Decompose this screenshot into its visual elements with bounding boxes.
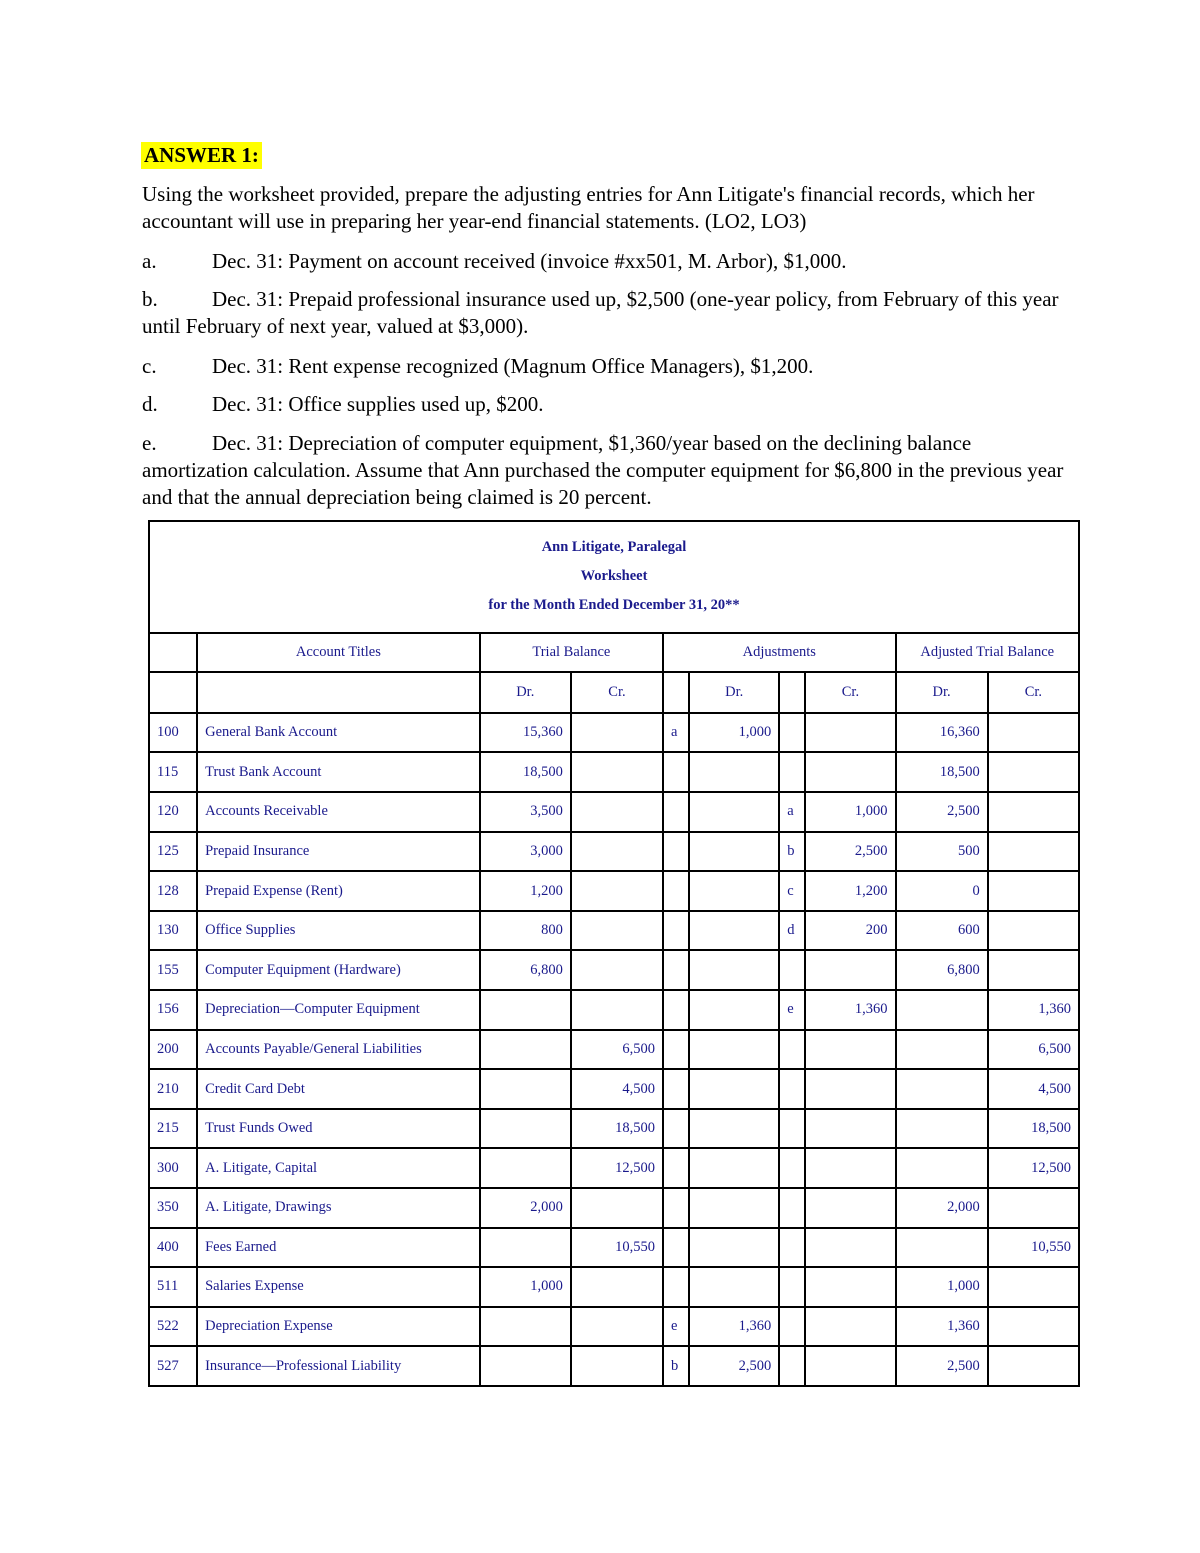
trial-balance-dr (480, 1307, 571, 1347)
adjusted-cr (988, 1307, 1079, 1347)
adjustment-cr-ref (779, 1109, 805, 1149)
adjustment-dr-ref: a (663, 713, 689, 753)
adjusted-cr (988, 792, 1079, 832)
atb-cr-header: Cr. (988, 672, 1079, 713)
trial-balance-dr: 6,800 (480, 950, 571, 990)
trial-balance-cr (571, 792, 663, 832)
adjusted-dr: 600 (896, 911, 988, 951)
adjustment-dr: 2,500 (689, 1346, 779, 1386)
adjusted-dr: 1,360 (896, 1307, 988, 1347)
account-code: 300 (149, 1148, 197, 1188)
adjustment-dr (689, 1069, 779, 1109)
adjustment-dr-ref (663, 832, 689, 872)
adjustment-cr-ref: b (779, 832, 805, 872)
adjusted-cr (988, 1267, 1079, 1307)
adjustment-cr: 1,360 (805, 990, 895, 1030)
adjusted-dr (896, 1148, 988, 1188)
adjustment-cr: 2,500 (805, 832, 895, 872)
adjustment-cr-ref (779, 1030, 805, 1070)
account-code: 115 (149, 752, 197, 792)
adj-dr-ref-header (663, 672, 689, 713)
account-title: Depreciation—Computer Equipment (197, 990, 480, 1030)
trial-balance-dr: 18,500 (480, 752, 571, 792)
trial-balance-cr (571, 832, 663, 872)
adjustment-cr-ref (779, 1346, 805, 1386)
atb-dr-header: Dr. (896, 672, 988, 713)
adjustment-cr (805, 950, 895, 990)
account-code: 120 (149, 792, 197, 832)
account-code: 400 (149, 1228, 197, 1268)
entry-item-c (142, 353, 1072, 380)
adjusted-cr (988, 1346, 1079, 1386)
account-title: Accounts Payable/General Liabilities (197, 1030, 480, 1070)
adjustment-cr (805, 1346, 895, 1386)
trial-balance-dr (480, 1228, 571, 1268)
tb-dr-header: Dr. (480, 672, 571, 713)
worksheet-title-block (149, 521, 1079, 633)
adjustment-cr (805, 1148, 895, 1188)
trial-balance-cr (571, 950, 663, 990)
adjusted-cr: 12,500 (988, 1148, 1079, 1188)
trial-balance-dr: 3,500 (480, 792, 571, 832)
account-title: Computer Equipment (Hardware) (197, 950, 480, 990)
table-row (149, 1030, 1079, 1070)
account-code: 210 (149, 1069, 197, 1109)
trial-balance-cr: 12,500 (571, 1148, 663, 1188)
adjustment-cr (805, 1109, 895, 1149)
adjusted-dr: 16,360 (896, 713, 988, 753)
adjustment-dr: 1,000 (689, 713, 779, 753)
account-code: 527 (149, 1346, 197, 1386)
adjustment-cr-ref (779, 752, 805, 792)
adjustment-dr (689, 911, 779, 951)
adjustment-cr-ref: e (779, 990, 805, 1030)
adjustment-dr (689, 792, 779, 832)
adjusted-cr (988, 911, 1079, 951)
account-title: Prepaid Insurance (197, 832, 480, 872)
adjustments-header: Adjustments (663, 633, 895, 673)
adjustment-dr-ref (663, 1228, 689, 1268)
account-code: 350 (149, 1188, 197, 1228)
trial-balance-cr (571, 871, 663, 911)
trial-balance-cr: 4,500 (571, 1069, 663, 1109)
trial-balance-dr: 3,000 (480, 832, 571, 872)
adjusted-dr: 1,000 (896, 1267, 988, 1307)
entry-text: Dec. 31: Depreciation of computer equipment, $1,360/year based on the declining balance amortization calculation. Assume that Ann purchased the computer equipment for $6,800 in the previous year and that the annual depreciation being claimed is 20 percent. (142, 431, 1064, 509)
trial-balance-cr: 10,550 (571, 1228, 663, 1268)
adjusted-dr: 2,500 (896, 792, 988, 832)
adjustment-dr (689, 832, 779, 872)
adjusted-dr (896, 1228, 988, 1268)
blank-header-cell (149, 672, 197, 713)
account-title: Insurance—Professional Liability (197, 1346, 480, 1386)
table-row (149, 1267, 1079, 1307)
trial-balance-cr: 18,500 (571, 1109, 663, 1149)
adjusted-dr (896, 1030, 988, 1070)
trial-balance-dr (480, 1346, 571, 1386)
adjusted-cr: 18,500 (988, 1109, 1079, 1149)
account-code: 200 (149, 1030, 197, 1070)
trial-balance-cr (571, 1188, 663, 1228)
account-code: 125 (149, 832, 197, 872)
adjustment-cr-ref (779, 1188, 805, 1228)
adjusted-dr (896, 1069, 988, 1109)
adjustment-dr-ref (663, 1030, 689, 1070)
adjusted-cr (988, 832, 1079, 872)
entry-item-a (142, 248, 1072, 275)
adjustment-dr-ref: e (663, 1307, 689, 1347)
trial-balance-dr: 800 (480, 911, 571, 951)
table-row (149, 1069, 1079, 1109)
adjusted-cr: 6,500 (988, 1030, 1079, 1070)
account-title: Trust Bank Account (197, 752, 480, 792)
adjustment-dr-ref (663, 792, 689, 832)
account-title: Credit Card Debt (197, 1069, 480, 1109)
adjusted-cr: 10,550 (988, 1228, 1079, 1268)
account-code: 130 (149, 911, 197, 951)
adjustment-dr (689, 1228, 779, 1268)
entry-letter: c. (142, 354, 157, 378)
table-row (149, 911, 1079, 951)
adjustment-dr-ref (663, 1188, 689, 1228)
entry-item-b (142, 286, 1072, 340)
trial-balance-dr (480, 1030, 571, 1070)
adjustment-dr-ref (663, 752, 689, 792)
adjustment-dr (689, 871, 779, 911)
entry-letter: e. (142, 431, 157, 455)
adj-cr-header: Cr. (805, 672, 895, 713)
adjustment-dr-ref (663, 1069, 689, 1109)
account-title: Salaries Expense (197, 1267, 480, 1307)
adjustment-cr-ref: a (779, 792, 805, 832)
adjustment-dr (689, 950, 779, 990)
account-title: Trust Funds Owed (197, 1109, 480, 1149)
worksheet-period: for the Month Ended December 31, 20** (488, 597, 740, 614)
trial-balance-cr (571, 1307, 663, 1347)
adjustment-cr (805, 713, 895, 753)
table-row (149, 871, 1079, 911)
account-code: 100 (149, 713, 197, 753)
adjustment-cr-ref: c (779, 871, 805, 911)
trial-balance-dr (480, 1148, 571, 1188)
blank-header-cell (149, 633, 197, 673)
entry-text: Dec. 31: Prepaid professional insurance used up, $2,500 (one-year policy, from February of this year until February of next year, valued at $3,000). (142, 287, 1059, 338)
adjusted-dr: 6,800 (896, 950, 988, 990)
trial-balance-dr: 1,200 (480, 871, 571, 911)
adjustment-cr-ref: d (779, 911, 805, 951)
entry-item-d (142, 391, 1072, 418)
table-row (149, 832, 1079, 872)
dr-cr-header-row (149, 672, 1079, 713)
adjustment-cr: 1,000 (805, 792, 895, 832)
adjustment-dr-ref (663, 990, 689, 1030)
adjustment-dr (689, 1188, 779, 1228)
table-row (149, 1109, 1079, 1149)
worksheet-table (148, 520, 1080, 1387)
adjustment-dr: 1,360 (689, 1307, 779, 1347)
worksheet-body (149, 521, 1079, 1386)
table-row (149, 1188, 1079, 1228)
adj-cr-ref-header (779, 672, 805, 713)
trial-balance-dr: 2,000 (480, 1188, 571, 1228)
adjusted-trial-balance-header: Adjusted Trial Balance (896, 633, 1079, 673)
account-title: A. Litigate, Drawings (197, 1188, 480, 1228)
adjustment-cr (805, 752, 895, 792)
tb-cr-header: Cr. (571, 672, 663, 713)
trial-balance-dr (480, 1109, 571, 1149)
adjustment-cr (805, 1030, 895, 1070)
entry-text: Dec. 31: Payment on account received (invoice #xx501, M. Arbor), $1,000. (212, 249, 847, 273)
table-row (149, 990, 1079, 1030)
account-code: 128 (149, 871, 197, 911)
entry-letter: b. (142, 287, 158, 311)
adjusted-cr (988, 752, 1079, 792)
adjustment-cr-ref (779, 1228, 805, 1268)
adjustment-cr-ref (779, 1267, 805, 1307)
table-row (149, 950, 1079, 990)
worksheet-title: Ann Litigate, Paralegal (541, 539, 687, 556)
adj-dr-header: Dr. (689, 672, 779, 713)
adjusted-dr: 0 (896, 871, 988, 911)
adjusted-dr (896, 1109, 988, 1149)
adjustment-dr-ref (663, 1109, 689, 1149)
adjustment-dr-ref (663, 1267, 689, 1307)
adjustment-cr (805, 1267, 895, 1307)
entry-letter: d. (142, 392, 158, 416)
column-group-header-row (149, 633, 1079, 673)
account-title: General Bank Account (197, 713, 480, 753)
table-row (149, 713, 1079, 753)
adjustment-cr (805, 1188, 895, 1228)
table-row (149, 752, 1079, 792)
adjusted-cr (988, 1188, 1079, 1228)
adjustment-dr (689, 1267, 779, 1307)
table-row (149, 1228, 1079, 1268)
adjustment-cr (805, 1228, 895, 1268)
account-code: 156 (149, 990, 197, 1030)
trial-balance-cr (571, 1346, 663, 1386)
adjustment-dr (689, 1148, 779, 1188)
trial-balance-cr (571, 752, 663, 792)
adjustment-dr-ref (663, 1148, 689, 1188)
table-row (149, 792, 1079, 832)
adjusted-cr: 4,500 (988, 1069, 1079, 1109)
adjusted-dr: 500 (896, 832, 988, 872)
adjustment-dr (689, 1109, 779, 1149)
trial-balance-dr: 15,360 (480, 713, 571, 753)
trial-balance-dr (480, 990, 571, 1030)
adjusted-cr (988, 713, 1079, 753)
account-title: Prepaid Expense (Rent) (197, 871, 480, 911)
trial-balance-cr: 6,500 (571, 1030, 663, 1070)
adjustment-cr: 1,200 (805, 871, 895, 911)
answer-heading: ANSWER 1: (141, 142, 262, 169)
adjustment-dr-ref: b (663, 1346, 689, 1386)
adjustment-dr (689, 1030, 779, 1070)
blank-header-cell (197, 672, 480, 713)
adjustment-cr-ref (779, 1307, 805, 1347)
adjustment-dr (689, 752, 779, 792)
adjustment-cr-ref (779, 1148, 805, 1188)
adjusted-cr (988, 950, 1079, 990)
adjusted-dr: 2,500 (896, 1346, 988, 1386)
adjustment-dr-ref (663, 950, 689, 990)
account-code: 215 (149, 1109, 197, 1149)
trial-balance-cr (571, 713, 663, 753)
account-code: 511 (149, 1267, 197, 1307)
adjusted-dr: 2,000 (896, 1188, 988, 1228)
worksheet-subtitle: Worksheet (580, 568, 648, 585)
account-title: Depreciation Expense (197, 1307, 480, 1347)
adjustment-cr (805, 1307, 895, 1347)
account-code: 522 (149, 1307, 197, 1347)
account-titles-header: Account Titles (197, 633, 480, 673)
trial-balance-cr (571, 911, 663, 951)
adjustment-dr-ref (663, 911, 689, 951)
account-title: Office Supplies (197, 911, 480, 951)
trial-balance-cr (571, 1267, 663, 1307)
entry-letter: a. (142, 249, 157, 273)
account-title: Accounts Receivable (197, 792, 480, 832)
trial-balance-cr (571, 990, 663, 1030)
entry-item-e (142, 430, 1072, 511)
adjusted-cr (988, 871, 1079, 911)
table-row (149, 1307, 1079, 1347)
table-row (149, 1148, 1079, 1188)
account-code: 155 (149, 950, 197, 990)
trial-balance-dr: 1,000 (480, 1267, 571, 1307)
adjustment-cr (805, 1069, 895, 1109)
adjustment-dr-ref (663, 871, 689, 911)
account-title: Fees Earned (197, 1228, 480, 1268)
adjustment-cr-ref (779, 713, 805, 753)
trial-balance-dr (480, 1069, 571, 1109)
adjusted-dr: 18,500 (896, 752, 988, 792)
question-intro: Using the worksheet provided, prepare the adjusting entries for Ann Litigate's financial records, which her accountant will use in preparing her year-end financial statements. (LO2, LO3) (142, 182, 1035, 233)
adjusted-cr: 1,360 (988, 990, 1079, 1030)
adjusted-dr (896, 990, 988, 1030)
adjustment-dr (689, 990, 779, 1030)
adjustment-cr-ref (779, 1069, 805, 1109)
table-row (149, 1346, 1079, 1386)
adjustment-cr-ref (779, 950, 805, 990)
entry-text: Dec. 31: Rent expense recognized (Magnum Office Managers), $1,200. (212, 354, 814, 378)
trial-balance-header: Trial Balance (480, 633, 663, 673)
adjustment-cr: 200 (805, 911, 895, 951)
account-title: A. Litigate, Capital (197, 1148, 480, 1188)
entry-text: Dec. 31: Office supplies used up, $200. (212, 392, 544, 416)
